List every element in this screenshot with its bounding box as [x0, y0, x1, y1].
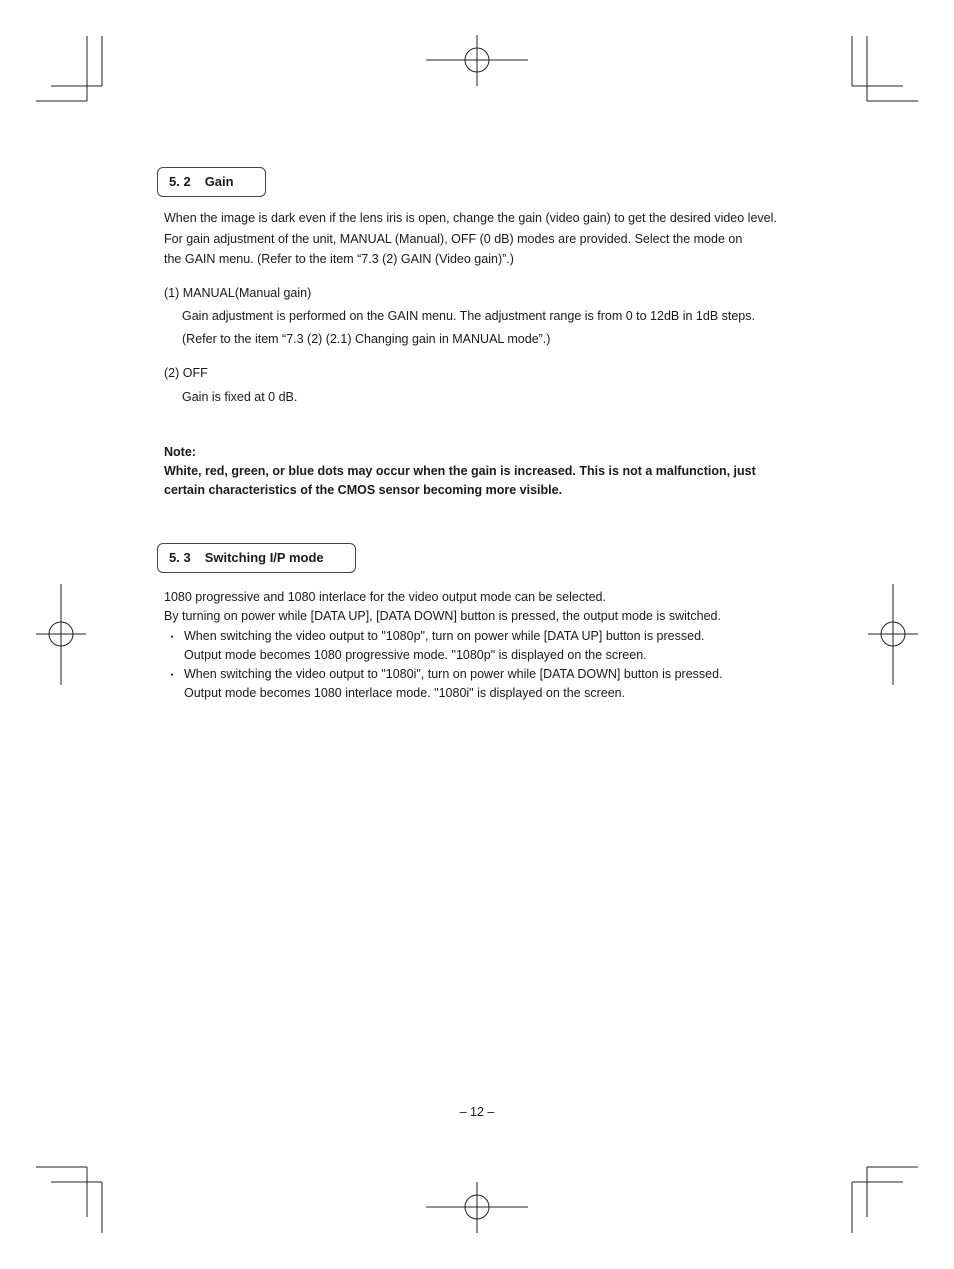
- ip-intro-line-1: 1080 progressive and 1080 interlace for the video output mode can be selected.: [164, 590, 606, 604]
- gain-intro-line-2: For gain adjustment of the unit, MANUAL (Manual), OFF (0 dB) modes are provided. Select the mode on: [164, 232, 743, 246]
- note-label: Note:: [164, 445, 196, 459]
- bullet-2-line-1: When switching the video output to "1080i", turn on power while [DATA DOWN] button is pressed.: [184, 667, 723, 681]
- section-number: 5. 3: [169, 550, 191, 565]
- section-heading-switching-ip-mode: [157, 543, 356, 573]
- section-title: Gain: [204, 174, 234, 189]
- page-number: – 12 –: [459, 1105, 495, 1119]
- manual-gain-line-2: (Refer to the item “7.3 (2) (2.1) Changing gain in MANUAL mode”.): [182, 332, 551, 346]
- section-number: 5. 2: [169, 174, 191, 189]
- manual-gain-line-1: Gain adjustment is performed on the GAIN menu. The adjustment range is from 0 to 12dB in 1dB steps.: [182, 309, 755, 323]
- off-heading: (2) OFF: [164, 366, 208, 380]
- manual-gain-heading: (1) MANUAL(Manual gain): [164, 286, 312, 300]
- note-line-1: White, red, green, or blue dots may occur when the gain is increased. This is not a malfunction, just: [164, 464, 756, 478]
- bullet-mark: ・: [166, 630, 179, 644]
- bullet-1-line-2: Output mode becomes 1080 progressive mode. "1080p" is displayed on the screen.: [184, 648, 647, 662]
- section-heading-gain: [157, 167, 266, 197]
- gain-intro-line-1: When the image is dark even if the lens iris is open, change the gain (video gain) to get the desired video level.: [164, 211, 777, 225]
- ip-intro-line-2: By turning on power while [DATA UP], [DATA DOWN] button is pressed, the output mode is switched.: [164, 609, 721, 623]
- bullet-mark: ・: [166, 668, 179, 682]
- bullet-1-line-1: When switching the video output to "1080p", turn on power while [DATA UP] button is pressed.: [184, 629, 705, 643]
- gain-intro-line-3: the GAIN menu. (Refer to the item “7.3 (2) GAIN (Video gain)”.): [164, 252, 514, 266]
- off-line-1: Gain is fixed at 0 dB.: [182, 390, 298, 404]
- section-title: Switching I/P mode: [204, 550, 324, 565]
- note-line-2: certain characteristics of the CMOS sensor becoming more visible.: [164, 483, 563, 497]
- bullet-2-line-2: Output mode becomes 1080 interlace mode. "1080i" is displayed on the screen.: [184, 686, 626, 700]
